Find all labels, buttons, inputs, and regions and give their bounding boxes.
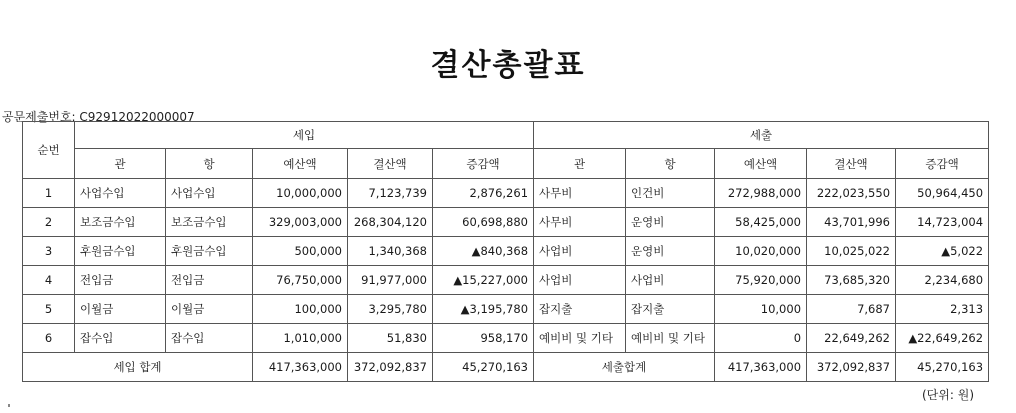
- expense-total-label: 세출합계: [534, 353, 715, 382]
- expense-change: ▲5,022: [896, 237, 989, 266]
- revenue-hang: 보조금수입: [166, 208, 253, 237]
- revenue-total-label: 세입 합계: [23, 353, 253, 382]
- revenue-settlement: 7,123,739: [348, 179, 433, 208]
- revenue-budget: 10,000,000: [253, 179, 348, 208]
- header-row-columns: [23, 149, 989, 179]
- revenue-change: ▲840,368: [433, 237, 534, 266]
- revenue-total-change: 45,270,163: [433, 353, 534, 382]
- header-revenue-gwan: 관: [75, 149, 166, 179]
- header-revenue: 세입: [75, 122, 534, 149]
- header-seq: 순번: [23, 122, 75, 179]
- revenue-change: 2,876,261: [433, 179, 534, 208]
- table-row: [23, 179, 989, 208]
- revenue-settlement: 1,340,368: [348, 237, 433, 266]
- revenue-total-settlement: 372,092,837: [348, 353, 433, 382]
- header-expense-gwan: 관: [534, 149, 626, 179]
- revenue-gwan: 잡수입: [75, 324, 166, 353]
- expense-gwan: 예비비 및 기타: [534, 324, 626, 353]
- page-title: 결산총괄표: [430, 48, 586, 83]
- expense-change: 14,723,004: [896, 208, 989, 237]
- expense-change: 2,313: [896, 295, 989, 324]
- row-number: 3: [23, 237, 75, 266]
- expense-gwan: 사업비: [534, 237, 626, 266]
- expense-total-settlement: 372,092,837: [807, 353, 896, 382]
- expense-budget: 272,988,000: [715, 179, 807, 208]
- header-revenue-settlement: 결산액: [348, 149, 433, 179]
- expense-settlement: 22,649,262: [807, 324, 896, 353]
- expense-settlement: 222,023,550: [807, 179, 896, 208]
- header-expense-change: 증감액: [896, 149, 989, 179]
- expense-hang: 사업비: [626, 266, 715, 295]
- revenue-budget: 329,003,000: [253, 208, 348, 237]
- row-number: 5: [23, 295, 75, 324]
- expense-gwan: 사업비: [534, 266, 626, 295]
- expense-hang: 운영비: [626, 208, 715, 237]
- revenue-hang: 후원금수입: [166, 237, 253, 266]
- expense-hang: 인건비: [626, 179, 715, 208]
- expense-budget: 0: [715, 324, 807, 353]
- expense-change: 2,234,680: [896, 266, 989, 295]
- expense-budget: 75,920,000: [715, 266, 807, 295]
- expense-hang: 잡지출: [626, 295, 715, 324]
- document-number: 공문제출번호: C92912022000007: [2, 110, 195, 124]
- revenue-budget: 1,010,000: [253, 324, 348, 353]
- header-revenue-hang: 항: [166, 149, 253, 179]
- expense-total-change: 45,270,163: [896, 353, 989, 382]
- revenue-gwan: 보조금수입: [75, 208, 166, 237]
- revenue-settlement: 91,977,000: [348, 266, 433, 295]
- revenue-hang: 잡수입: [166, 324, 253, 353]
- table-row: [23, 324, 989, 353]
- header-expense-hang: 항: [626, 149, 715, 179]
- table-row: [23, 295, 989, 324]
- revenue-hang: 이월금: [166, 295, 253, 324]
- expense-settlement: 73,685,320: [807, 266, 896, 295]
- expense-budget: 58,425,000: [715, 208, 807, 237]
- header-row-groups: [23, 122, 989, 149]
- row-number: 2: [23, 208, 75, 237]
- expense-change: 50,964,450: [896, 179, 989, 208]
- expense-budget: 10,020,000: [715, 237, 807, 266]
- header-revenue-budget: 예산액: [253, 149, 348, 179]
- row-number: 4: [23, 266, 75, 295]
- unit-note: (단위: 원): [922, 388, 974, 402]
- expense-hang: 예비비 및 기타: [626, 324, 715, 353]
- revenue-change: ▲3,195,780: [433, 295, 534, 324]
- expense-hang: 운영비: [626, 237, 715, 266]
- revenue-budget: 500,000: [253, 237, 348, 266]
- revenue-change: 60,698,880: [433, 208, 534, 237]
- row-number: 1: [23, 179, 75, 208]
- revenue-total-budget: 417,363,000: [253, 353, 348, 382]
- revenue-gwan: 이월금: [75, 295, 166, 324]
- revenue-budget: 100,000: [253, 295, 348, 324]
- revenue-change: ▲15,227,000: [433, 266, 534, 295]
- expense-gwan: 잡지출: [534, 295, 626, 324]
- table-row: [23, 237, 989, 266]
- expense-settlement: 7,687: [807, 295, 896, 324]
- row-number: 6: [23, 324, 75, 353]
- revenue-change: 958,170: [433, 324, 534, 353]
- revenue-gwan: 전입금: [75, 266, 166, 295]
- revenue-budget: 76,750,000: [253, 266, 348, 295]
- expense-gwan: 사무비: [534, 179, 626, 208]
- header-expense-budget: 예산액: [715, 149, 807, 179]
- revenue-gwan: 사업수입: [75, 179, 166, 208]
- header-expense-settlement: 결산액: [807, 149, 896, 179]
- header-revenue-change: 증감액: [433, 149, 534, 179]
- expense-change: ▲22,649,262: [896, 324, 989, 353]
- scan-mark: [8, 404, 10, 407]
- table-row: [23, 208, 989, 237]
- revenue-hang: 사업수입: [166, 179, 253, 208]
- expense-settlement: 43,701,996: [807, 208, 896, 237]
- expense-settlement: 10,025,022: [807, 237, 896, 266]
- expense-gwan: 사무비: [534, 208, 626, 237]
- expense-total-budget: 417,363,000: [715, 353, 807, 382]
- revenue-settlement: 51,830: [348, 324, 433, 353]
- revenue-settlement: 268,304,120: [348, 208, 433, 237]
- revenue-settlement: 3,295,780: [348, 295, 433, 324]
- table-row: [23, 266, 989, 295]
- expense-budget: 10,000: [715, 295, 807, 324]
- revenue-hang: 전입금: [166, 266, 253, 295]
- header-expense: 세출: [534, 122, 989, 149]
- settlement-summary-table: [22, 121, 989, 382]
- totals-row: [23, 353, 989, 382]
- revenue-gwan: 후원금수입: [75, 237, 166, 266]
